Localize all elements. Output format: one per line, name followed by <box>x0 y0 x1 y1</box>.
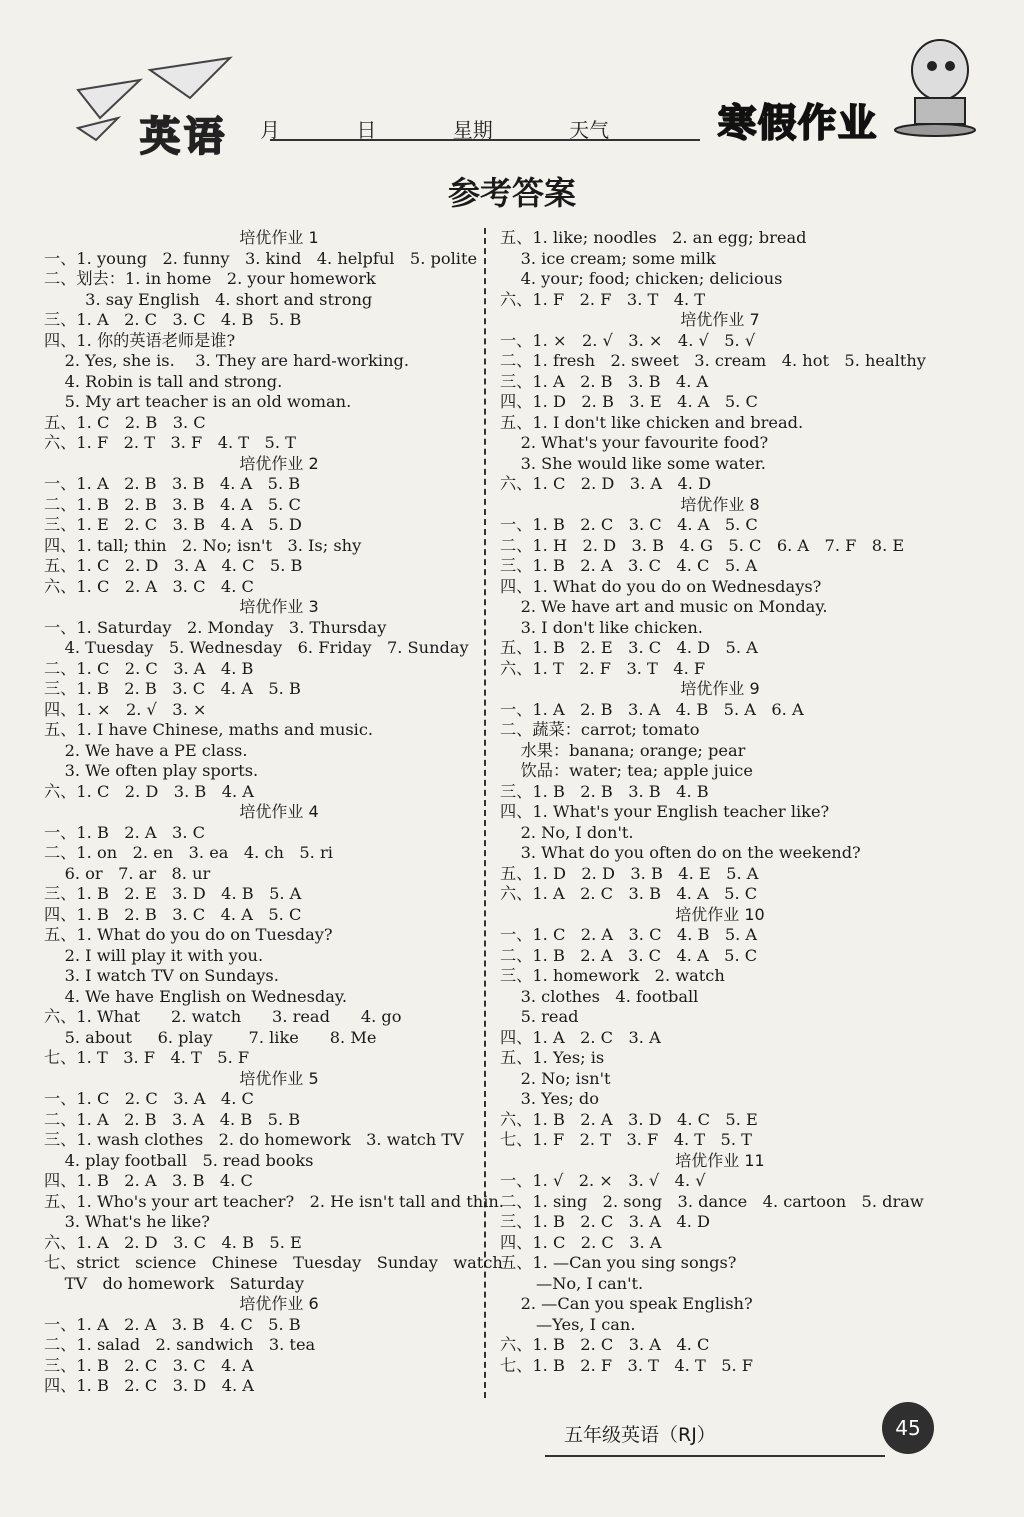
answer-line: 4. Tuesday 5. Wednesday 6. Friday 7. Sunday <box>44 638 469 657</box>
answer-line: 四、1. × 2. √ 3. × <box>44 699 207 719</box>
answer-line: 一、1. × 2. √ 3. × 4. √ 5. √ <box>500 330 756 350</box>
answer-line: 三、1. B 2. B 3. C 4. A 5. B <box>44 679 301 698</box>
answer-line: 六、1. C 2. A 3. C 4. C <box>44 576 254 596</box>
answer-line: 2. No, I don't. <box>500 822 634 842</box>
answer-line: 四、1. 你的英语老师是谁? <box>44 330 236 350</box>
footer-rule <box>545 1455 885 1457</box>
answer-line: 3. say English 4. short and strong <box>44 289 373 309</box>
answer-line: 四、1. What's your English teacher like? <box>500 802 830 821</box>
answer-line: 六、1. C 2. D 3. A 4. D <box>500 474 712 493</box>
answer-line: 四、1. What do you do on Wednesdays? <box>500 576 822 596</box>
answer-line: 一、1. B 2. C 3. C 4. A 5. C <box>500 515 758 534</box>
section-title: 培优作业 1 <box>239 228 319 247</box>
answer-line: 三、1. A 2. C 3. C 4. B 5. B <box>44 310 302 329</box>
answer-line: 四、1. B 2. B 3. C 4. A 5. C <box>44 904 302 924</box>
answer-line: 六、1. B 2. C 3. A 4. C <box>500 1335 710 1354</box>
section-title: 培优作业 9 <box>680 679 760 698</box>
section-title: 培优作业 6 <box>239 1294 319 1313</box>
section-title: 培优作业 2 <box>239 453 319 473</box>
answer-line: 五、1. —Can you sing songs? <box>500 1253 737 1272</box>
answer-line: 七、strict science Chinese Tuesday Sunday watch <box>44 1253 503 1272</box>
answer-line: 一、1. B 2. A 3. C <box>44 822 205 842</box>
answer-line: 一、1. young 2. funny 3. kind 4. helpful 5. polite <box>44 248 478 268</box>
answer-line: 三、1. A 2. B 3. B 4. A <box>500 371 709 391</box>
answer-line: 2. What's your favourite food? <box>500 433 769 452</box>
answer-line: 4. Robin is tall and strong. <box>44 371 283 391</box>
answer-line: 3. We often play sports. <box>44 761 259 780</box>
answer-line: 一、1. C 2. C 3. A 4. C <box>44 1089 254 1108</box>
answer-line: 三、1. B 2. B 3. B 4. B <box>500 781 709 801</box>
answer-line: 2. —Can you speak English? <box>500 1294 753 1313</box>
answer-line: 3. What's he like? <box>44 1212 210 1231</box>
section-title: 培优作业 8 <box>680 494 760 514</box>
page-header <box>0 0 1024 175</box>
answer-line: 二、1. A 2. B 3. A 4. B 5. B <box>44 1109 301 1129</box>
answer-line: 六、1. F 2. F 3. T 4. T <box>500 289 706 309</box>
answer-line: 二、1. fresh 2. sweet 3. cream 4. hot 5. healthy <box>500 351 926 370</box>
answer-line: TV do homework Saturday <box>44 1273 305 1293</box>
section-title: 培优作业 11 <box>675 1150 765 1170</box>
answer-line: 3. I watch TV on Sundays. <box>44 966 279 985</box>
answer-line: 二、蔬菜：carrot; tomato <box>500 720 700 739</box>
answer-line: 2. Yes, she is. 3. They are hard-working. <box>44 351 410 370</box>
answer-line: 2. We have a PE class. <box>44 740 248 760</box>
answer-line: 二、1. C 2. C 3. A 4. B <box>44 658 254 678</box>
answer-line: 五、1. What do you do on Tuesday? <box>44 925 333 944</box>
weekday-field: 星期 <box>452 118 493 142</box>
answer-line: 七、1. F 2. T 3. F 4. T 5. T <box>500 1130 752 1149</box>
date-weather-fields <box>260 114 679 143</box>
answer-line: 五、1. Who's your art teacher? 2. He isn't tall and thin. <box>44 1191 504 1211</box>
answer-line: 五、1. B 2. E 3. C 4. D 5. A <box>500 638 758 657</box>
answer-line: 3. Yes; do <box>500 1089 600 1108</box>
answer-line: —No, I can't. <box>500 1273 644 1293</box>
answer-line: 一、1. A 2. A 3. B 4. C 5. B <box>44 1314 301 1334</box>
weather-field: 天气 <box>569 118 610 142</box>
answer-line: 二、1. salad 2. sandwich 3. tea <box>44 1335 316 1354</box>
answer-line: 七、1. B 2. F 3. T 4. T 5. F <box>500 1355 754 1375</box>
answer-line: 二、1. B 2. A 3. C 4. A 5. C <box>500 945 758 965</box>
answer-line: 六、1. What 2. watch 3. read 4. go <box>44 1007 402 1026</box>
answer-line: 一、1. A 2. B 3. A 4. B 5. A 6. A <box>500 699 804 719</box>
answer-line: 六、1. A 2. D 3. C 4. B 5. E <box>44 1232 302 1252</box>
answer-line: 3. I don't like chicken. <box>500 617 703 637</box>
answer-line: 六、1. F 2. T 3. F 4. T 5. T <box>44 433 296 452</box>
answer-line: 五、1. C 2. D 3. A 4. C 5. B <box>44 556 303 575</box>
section-title: 培优作业 5 <box>239 1068 319 1088</box>
month-field: 月 <box>260 118 280 142</box>
answer-line: 四、1. B 2. A 3. B 4. C <box>44 1171 253 1190</box>
answer-line: 4. play football 5. read books <box>44 1150 314 1170</box>
answer-line: 四、1. C 2. C 3. A <box>500 1232 662 1252</box>
page-number: 45 <box>882 1402 934 1454</box>
right-column <box>500 228 940 1376</box>
section-title: 培优作业 7 <box>680 310 760 329</box>
answer-line: 二、1. B 2. B 3. B 4. A 5. C <box>44 494 301 514</box>
page-title: 参考答案 <box>447 174 576 212</box>
answer-line: 二、划去：1. in home 2. your homework <box>44 269 376 288</box>
answer-line: 五、1. I have Chinese, maths and music. <box>44 720 374 739</box>
series-title: 寒假作业 <box>718 101 879 145</box>
section-title: 培优作业 3 <box>239 597 319 616</box>
answer-line: 五、1. I don't like chicken and bread. <box>500 412 804 432</box>
answer-line: 饮品：water; tea; apple juice <box>500 761 753 780</box>
answer-line: 四、1. B 2. C 3. D 4. A <box>44 1376 254 1395</box>
left-column <box>44 228 504 1397</box>
answer-line: 七、1. T 3. F 4. T 5. F <box>44 1048 250 1067</box>
answer-line: 四、1. A 2. C 3. A <box>500 1027 661 1047</box>
answer-line: 二、1. sing 2. song 3. dance 4. cartoon 5. draw <box>500 1191 924 1211</box>
answer-line: 一、1. C 2. A 3. C 4. B 5. A <box>500 925 758 944</box>
answer-line: 3. What do you often do on the weekend? <box>500 843 861 862</box>
answer-line: —Yes, I can. <box>500 1314 636 1334</box>
grade-label: 五年级英语（RJ） <box>564 1424 716 1446</box>
section-title: 培优作业 10 <box>675 904 765 924</box>
answer-line: 三、1. B 2. C 3. A 4. D <box>500 1212 710 1231</box>
answer-line: 3. She would like some water. <box>500 453 766 473</box>
answer-line: 五、1. C 2. B 3. C <box>44 412 206 432</box>
answer-line: 一、1. A 2. B 3. B 4. A 5. B <box>44 474 301 493</box>
answer-line: 4. We have English on Wednesday. <box>44 986 348 1006</box>
answer-line: 三、1. E 2. C 3. B 4. A 5. D <box>44 515 302 534</box>
answer-line: 5. about 6. play 7. like 8. Me <box>44 1027 377 1047</box>
answer-line: 三、1. B 2. E 3. D 4. B 5. A <box>44 884 302 903</box>
answer-line: 4. your; food; chicken; delicious <box>500 269 783 288</box>
answer-line: 六、1. B 2. A 3. D 4. C 5. E <box>500 1109 758 1129</box>
answer-line: 2. No; isn't <box>500 1068 611 1088</box>
answer-line: 六、1. T 2. F 3. T 4. F <box>500 658 706 678</box>
answer-line: 6. or 7. ar 8. ur <box>44 863 211 883</box>
answer-line: 5. read <box>500 1007 579 1026</box>
answer-line: 一、1. √ 2. × 3. √ 4. √ <box>500 1171 706 1190</box>
answer-line: 五、1. like; noodles 2. an egg; bread <box>500 228 807 247</box>
answer-line: 2. I will play it with you. <box>44 945 264 965</box>
answer-line: 三、1. homework 2. watch <box>500 966 725 985</box>
day-field: 日 <box>356 118 377 142</box>
answer-line: 一、1. Saturday 2. Monday 3. Thursday <box>44 617 387 637</box>
answer-line: 五、1. D 2. D 3. B 4. E 5. A <box>500 863 759 883</box>
answer-line: 六、1. A 2. C 3. B 4. A 5. C <box>500 884 758 903</box>
answer-line: 五、1. Yes; is <box>500 1048 605 1067</box>
answer-line: 三、1. B 2. A 3. C 4. C 5. A <box>500 556 758 575</box>
answer-line: 四、1. D 2. B 3. E 4. A 5. C <box>500 392 758 411</box>
answer-line: 3. clothes 4. football <box>500 986 699 1006</box>
answer-line: 二、1. H 2. D 3. B 4. G 5. C 6. A 7. F 8. E <box>500 535 905 555</box>
answer-line: 二、1. on 2. en 3. ea 4. ch 5. ri <box>44 843 333 862</box>
answer-line: 5. My art teacher is an old woman. <box>44 392 352 411</box>
answer-line: 水果：banana; orange; pear <box>500 740 746 760</box>
answer-line: 六、1. C 2. D 3. B 4. A <box>44 781 254 801</box>
column-divider <box>484 228 486 1398</box>
answer-line: 3. ice cream; some milk <box>500 248 716 268</box>
answer-line: 三、1. B 2. C 3. C 4. A <box>44 1355 254 1375</box>
section-title: 培优作业 4 <box>239 802 319 821</box>
answer-line: 三、1. wash clothes 2. do homework 3. watch TV <box>44 1130 464 1149</box>
answer-line: 2. We have art and music on Monday. <box>500 597 828 616</box>
answer-line: 四、1. tall; thin 2. No; isn't 3. Is; shy <box>44 535 362 555</box>
subject-label: 英语 <box>140 114 228 160</box>
